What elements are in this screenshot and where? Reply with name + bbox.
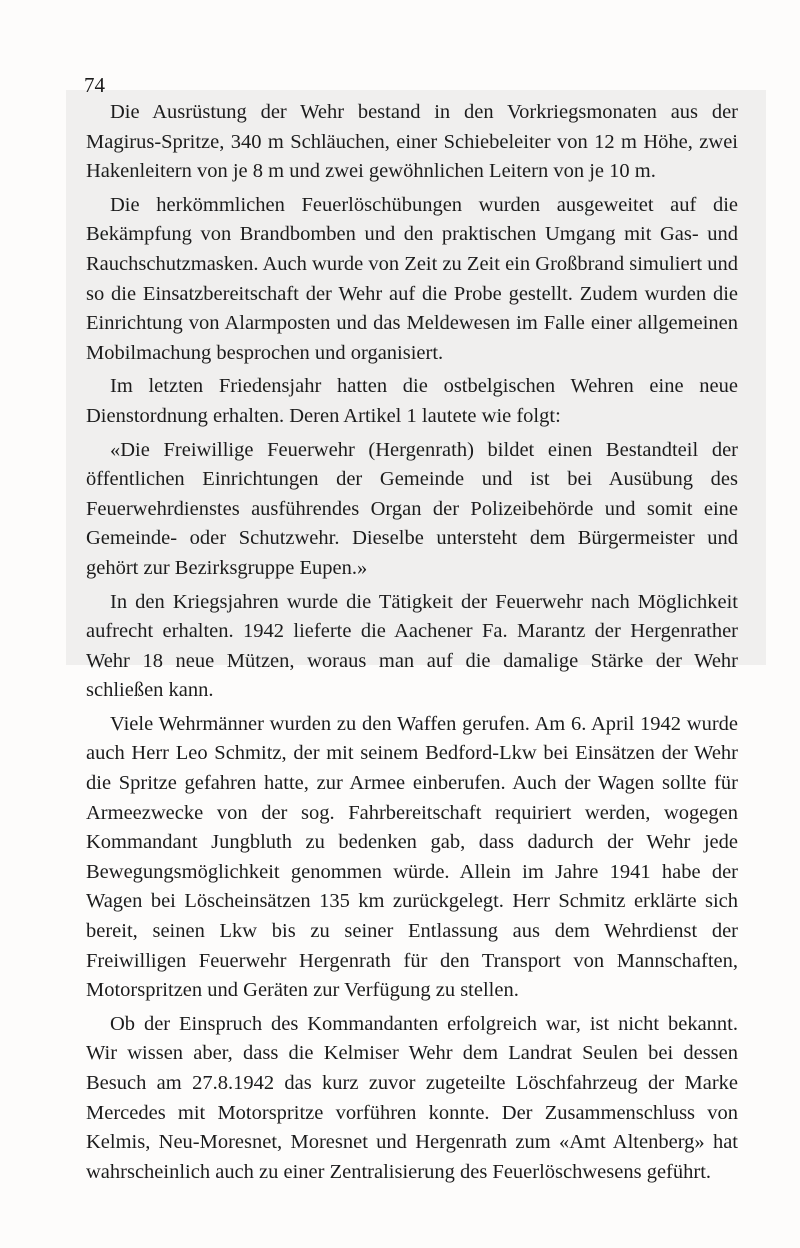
paragraph-service-order: Im letzten Friedensjahr hatten die ostbelgischen Wehren eine neue Dienstordnung erhalten. Deren Artikel 1 lautete wie folgt: bbox=[86, 375, 738, 427]
paragraph-exercises: Die herkömmlichen Feuerlöschübungen wurden ausgeweitet auf die Bekämpfung von Brandbomben und den praktischen Umgang mit Gas- und Rauchschutzmasken. Auch wurde von Zeit zu Zeit ein Großbrand simuliert und so die Einsatzbereitschaft der Wehr auf die Probe gestellt. Zudem wurden die Einrichtung von Alarmposten und das Meldewesen im Falle einer allgemeinen Mobilmachung besprochen und organisiert. bbox=[86, 193, 738, 364]
paragraph-equipment: Die Ausrüstung der Wehr bestand in den Vorkriegsmonaten aus der Magirus-Spritze, 340 m Schläuchen, einer Schiebeleiter von 12 m Höhe, zwei Hakenleitern von je 8 m und zwei gewöhnlichen Leitern von je 10 m. bbox=[86, 101, 738, 183]
paragraph-article-quote: «Die Freiwillige Feuerwehr (Hergenrath) bildet einen Bestandteil der öffentlichen Einrichtungen der Gemeinde und ist bei Ausübung des Feuerwehrdienstes ausführendes Organ der Polizeibehörde und somit eine Gemeinde- oder Schutzwehr. Dieselbe untersteht dem Bürgermeister und gehört zur Bezirksgruppe Eupen.» bbox=[86, 438, 738, 579]
page-number: 74 bbox=[84, 73, 105, 97]
body-text bbox=[86, 98, 738, 1191]
paragraph-war-years: In den Kriegsjahren wurde die Tätigkeit der Feuerwehr nach Möglichkeit aufrecht erhalten. 1942 lieferte die Aachener Fa. Marantz der Hergenrather Wehr 18 neue Mützen, woraus man auf die damalige Stärke der Wehr schließen kann. bbox=[86, 590, 738, 702]
paragraph-conscription: Viele Wehrmänner wurden zu den Waffen gerufen. Am 6. April 1942 wurde auch Herr Leo Schmitz, der mit seinem Bedford-Lkw bei Einsätzen der Wehr die Spritze gefahren hatte, zur Armee einberufen. Auch der Wagen sollte für Armeezwecke von der sog. Fahrbereitschaft requiriert werden, wogegen Kommandant Jungbluth zu bedenken gab, dass dadurch der Wehr jede Bewegungsmöglichkeit genommen würde. Allein im Jahre 1941 habe der Wagen bei Löscheinsätzen 135 km zurückgelegt. Herr Schmitz erklärte sich bereit, seinen Lkw bis zu seiner Entlassung aus dem Wehrdienst der Freiwilligen Feuerwehr Hergenrath für den Transport von Mannschaften, Motorspritzen und Geräten zur Verfügung zu stellen. bbox=[86, 712, 738, 1002]
paragraph-objection: Ob der Einspruch des Kommandanten erfolgreich war, ist nicht bekannt. Wir wissen aber, dass die Kelmiser Wehr dem Landrat Seulen bei dessen Besuch am 27.8.1942 das kurz zuvor zugeteilte Löschfahrzeug der Marke Mercedes mit Motorspritze vorführen konnte. Der Zusammenschluss von Kelmis, Neu-Moresnet, Moresnet und Hergenrath zum «Amt Altenberg» hat wahrscheinlich auch zu einer Zentralisierung des Feuerlöschwesens geführt. bbox=[86, 1012, 738, 1183]
